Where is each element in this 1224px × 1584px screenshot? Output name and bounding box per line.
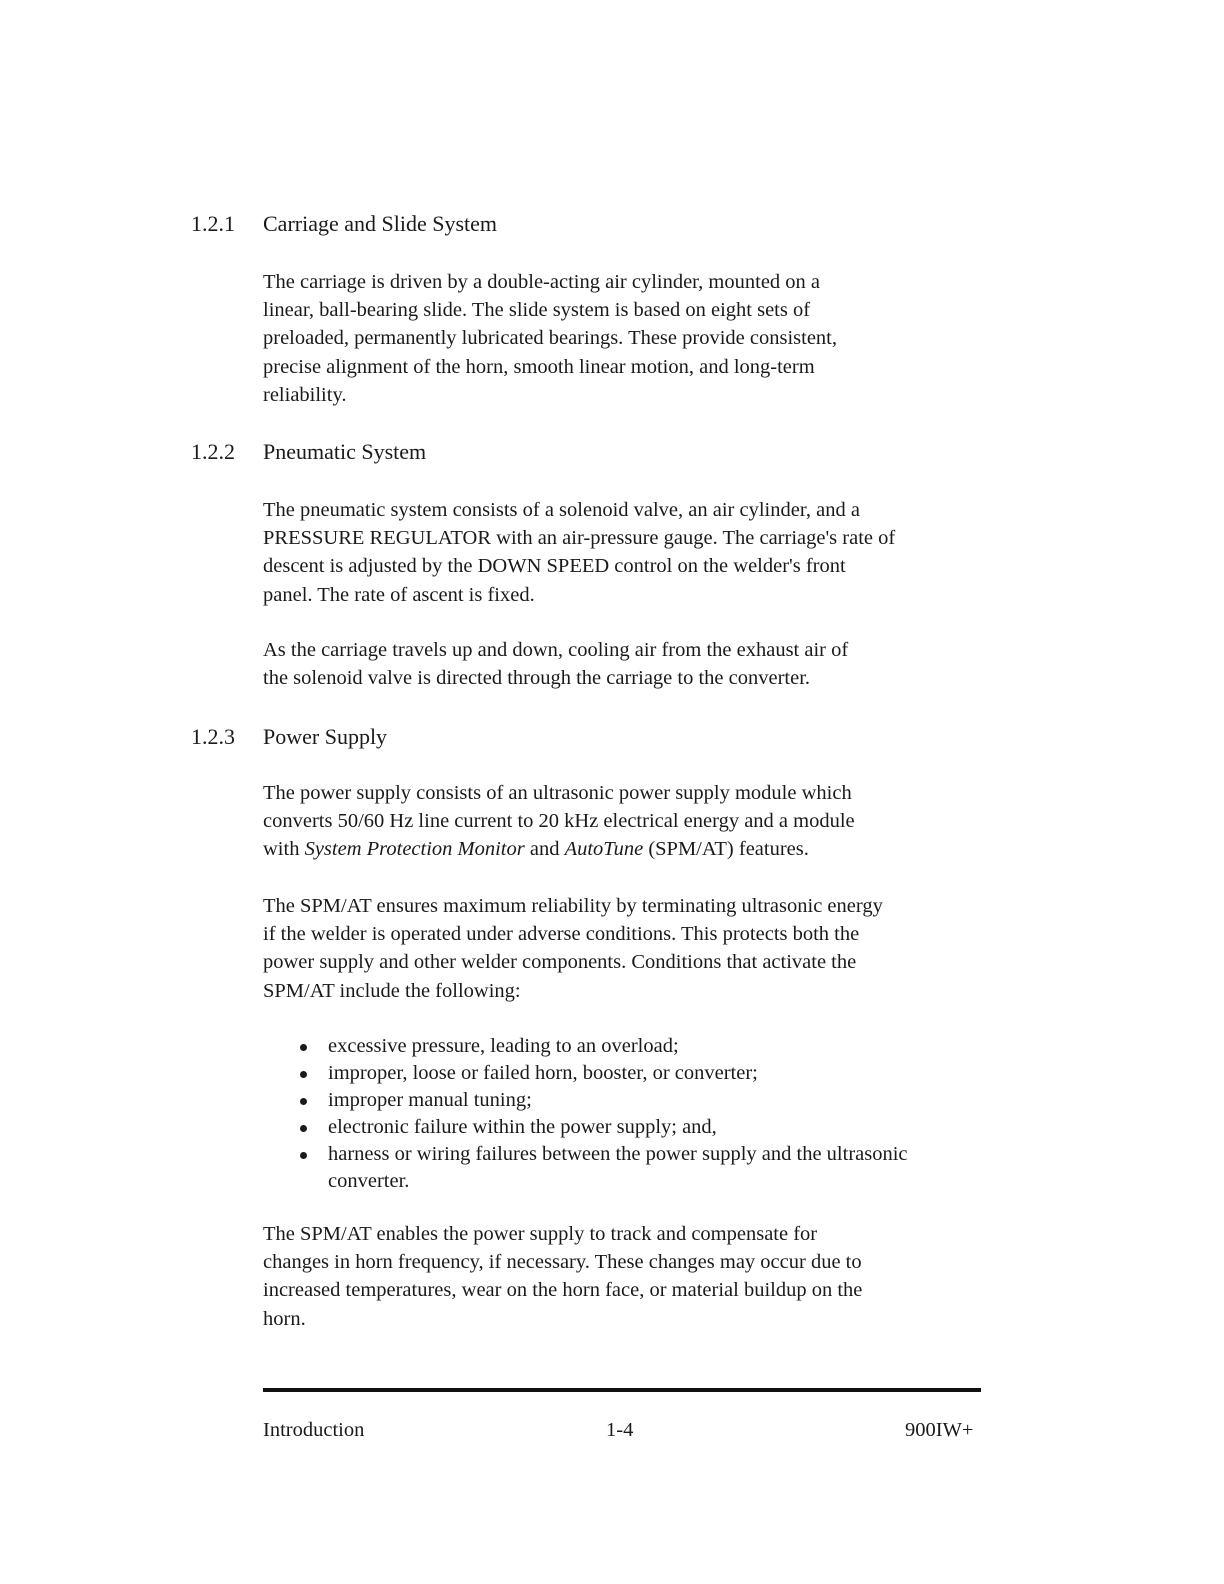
list-item-text: excessive pressure, leading to an overload; [328,1035,679,1057]
text-line: The SPM/AT enables the power supply to track and compensate for [263,1223,818,1245]
paragraph-power-supply [263,779,978,864]
list-item [300,1033,980,1060]
section-title: Carriage and Slide System [263,211,498,236]
section-number: 1.2.1 [191,211,235,236]
text-line: panel. The rate of ascent is fixed. [263,583,535,606]
emphasis-system-protection-monitor: System Protection Monitor [304,838,525,861]
footer-rule [263,1388,981,1392]
bullet-icon [300,1098,307,1105]
text-line: changes in horn frequency, if necessary. These changes may occur due to [263,1251,862,1274]
section-title: Power Supply [263,724,388,749]
text-line: The carriage is driven by a double-acting air cylinder, mounted on a [263,271,821,293]
text-line: PRESSURE REGULATOR with an air-pressure gauge. The carriage's rate of [263,527,896,550]
paragraph-frequency-tracking [263,1220,978,1333]
section-number: 1.2.2 [191,439,235,464]
list-item-text: electronic failure within the power supply; and, [328,1116,717,1138]
paragraph-spm-at [263,892,978,1005]
bullet-icon [300,1071,307,1078]
text-run: (SPM/AT) features. [643,838,809,861]
bullet-icon [300,1044,307,1051]
bullet-icon [300,1152,307,1159]
text-line: the solenoid valve is directed through the carriage to the converter. [263,667,811,690]
text-line: reliability. [263,383,347,406]
text-line: horn. [263,1307,306,1330]
text-line: converts 50/60 Hz line current to 20 kHz electrical energy and a module [263,810,855,833]
list-item [300,1141,928,1195]
footer-model-name: 900IW+ [905,1419,974,1441]
list-item [300,1087,980,1114]
text-line: precise alignment of the horn, smooth linear motion, and long-term [263,355,815,378]
text-run: with [263,838,305,861]
text-line: SPM/AT include the following: [263,979,521,1002]
footer-page-number: 1-4 [606,1419,634,1441]
list-item-text: improper, loose or failed horn, booster, or converter; [328,1062,758,1084]
paragraph-pneumatic [263,496,978,609]
text-line: The SPM/AT ensures maximum reliability by terminating ultrasonic energy [263,895,883,917]
section-number: 1.2.3 [191,724,235,749]
paragraph-carriage [263,268,978,409]
text-line: As the carriage travels up and down, cooling air from the exhaust air of [263,639,849,661]
list-item-text: harness or wiring failures between the power supply and the ultrasonic converter. [328,1143,908,1192]
text-line: increased temperatures, wear on the horn face, or material buildup on the [263,1279,863,1302]
list-item [300,1114,980,1141]
text-line: power supply and other welder components. Conditions that activate the [263,951,857,974]
footer-chapter-title: Introduction [263,1419,365,1441]
conditions-bullet-list [300,1033,980,1195]
text-line-mixed [263,835,978,863]
paragraph-cooling-air [263,636,978,692]
text-run: and [524,838,565,861]
list-item-text: improper manual tuning; [328,1089,532,1111]
bullet-icon [300,1125,307,1132]
list-item [300,1060,980,1087]
text-line: linear, ball-bearing slide. The slide system is based on eight sets of [263,299,811,322]
section-heading-1-2-2 [0,437,1224,467]
text-line: The pneumatic system consists of a solenoid valve, an air cylinder, and a [263,499,860,521]
emphasis-autotune: AutoTune [564,838,644,861]
text-line: The power supply consists of an ultrasonic power supply module which [263,782,852,804]
section-title: Pneumatic System [263,439,427,464]
text-line: preloaded, permanently lubricated bearings. These provide consistent, [263,327,837,350]
section-heading-1-2-3 [0,722,1224,752]
text-line: descent is adjusted by the DOWN SPEED control on the welder's front [263,555,846,578]
section-heading-1-2-1 [0,209,1224,239]
text-line: if the welder is operated under adverse conditions. This protects both the [263,923,860,946]
